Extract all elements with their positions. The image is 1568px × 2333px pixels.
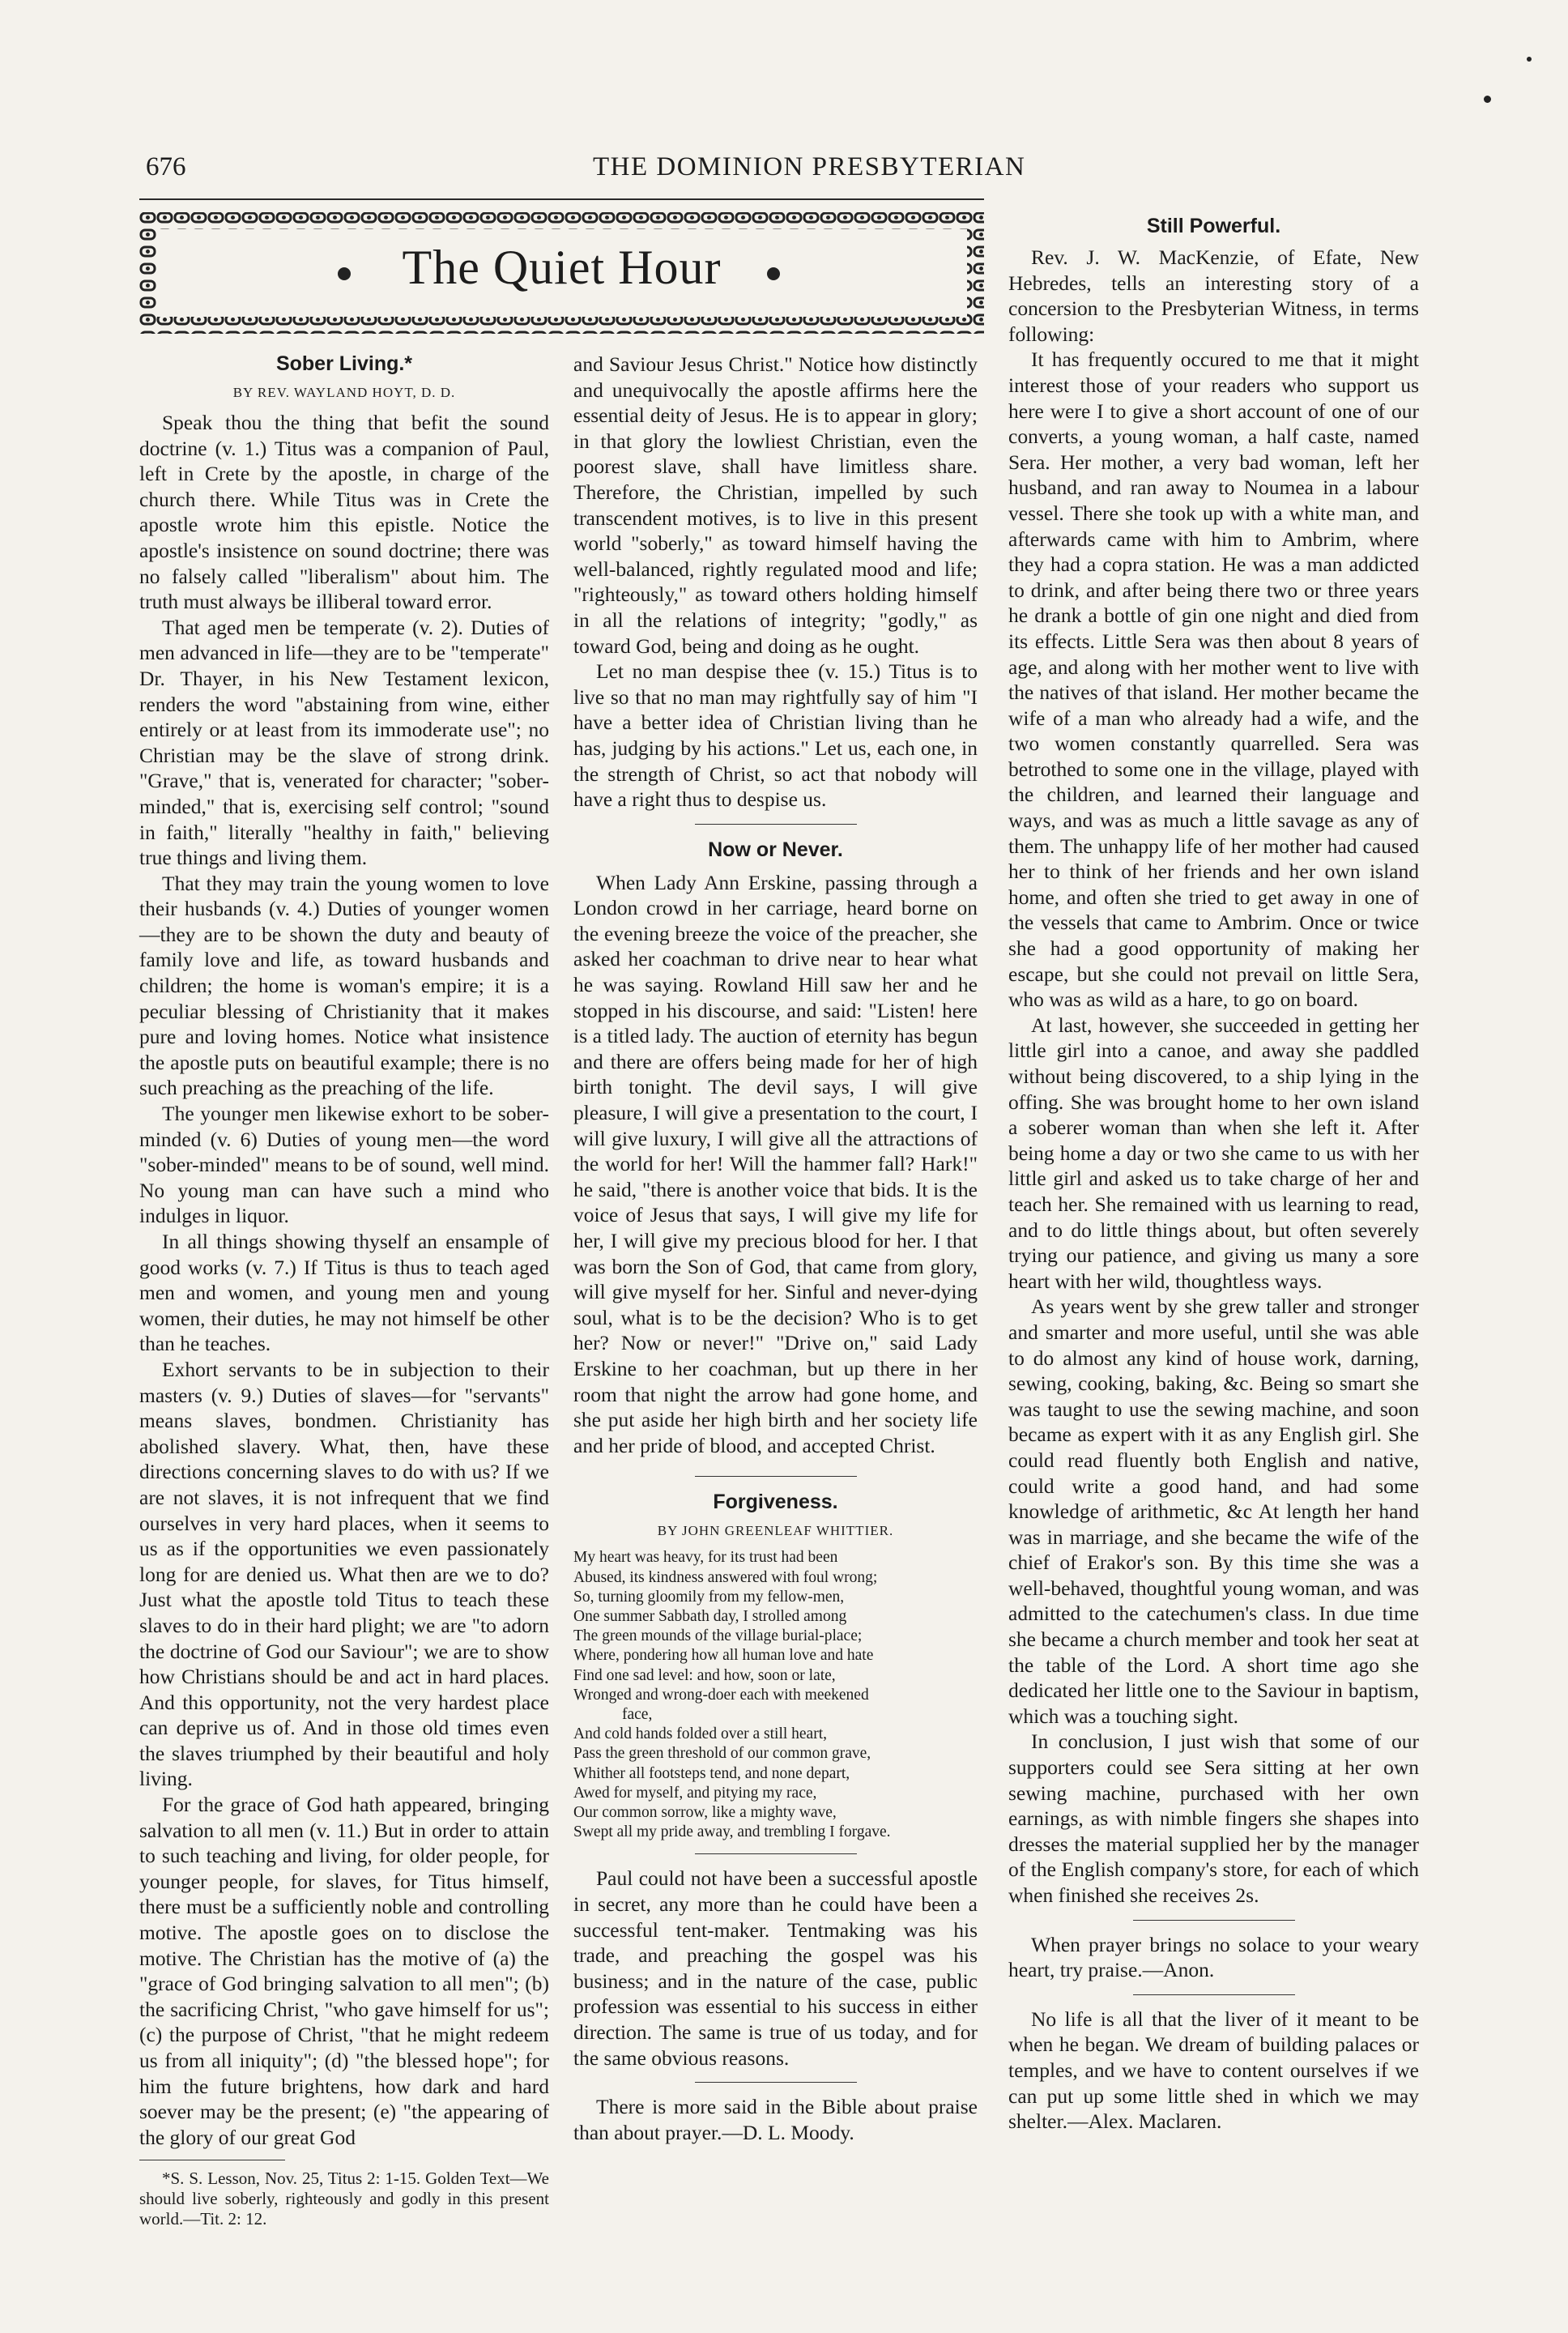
poem-line: And cold hands folded over a still heart,	[573, 1725, 827, 1743]
page-number: 676	[146, 152, 186, 181]
still-powerful-paragraph: As years went by she grew taller and stronger and smarter and more useful, until she was able to do almost any kind of house work, darning, sewing, cooking, baking, &c. Being so smart she was taught to use the sewing machine, and soon became as expert with it as any English girl. She could read fluently both English and native, could write a good hand, and had some knowledge of arithmetic, &c At length her hand was in marriage, and she became the wife of the chief of Erakor's son. By this time she was a well-behaved, thoughtful young woman, and was admitted to the catechumen's class. In due time she became a church member and took her seat at the table of the Lord. A short time ago she dedicated her little one to the Saviour in baptism, which was a touching sight.	[1008, 1294, 1419, 1728]
sober-living-continued: and Saviour Jesus Christ." Notice how distinctly and unequivocally the apostle affirms here the essential deity of Jesus. He is to appear in glory; in that glory the lowliest Christian, even the poorest slave, shall have limitless share. Therefore, the Christian, impelled by such transcendent motives, is to live in this present world "soberly," as toward himself having the well-balanced, rightly regulated mood and life; "righteously," as toward others holding himself in all the relations of integrity; "godly," as toward God, being and doing as he ought.	[573, 352, 978, 658]
sober-living-paragraph: That aged men be temperate (v. 2). Duties of men advanced in life—they are to be "temperate" Dr. Thayer, in his New Testament lexicon, renders the word "abstaining from wine, either entirely or at least from its immoderate use"; no Christian may be the slave of strong drink. "Grave," that is, venerated for character; "sober-minded," that is, exercising self control; "sound in faith," literally "healthy in faith," believing true things and living them.	[139, 615, 549, 870]
banner-title: The Quiet Hour	[402, 241, 722, 294]
section-divider	[695, 824, 857, 825]
column-left	[139, 350, 549, 2229]
section-divider	[1133, 1920, 1295, 1921]
lesson-footnote: *S. S. Lesson, Nov. 25, Titus 2: 1-15. Golden Text—We should live soberly, righteously and godly in this present world.—Tit. 2: 12.	[139, 2169, 549, 2229]
still-powerful-paragraph: At last, however, she succeeded in getting her little girl into a canoe, and away she paddled without being discovered, to a ship lying in the offing. She was brought home to her own island a soberer woman than when she left it. After being home a day or two she came to us with her little girl and asked us to take charge of her and teach her. She remained with us learning to read, and to do little things about, but often severely trying our patience, and giving us many a sore heart with her wild, thoughtless ways.	[1008, 1013, 1419, 1293]
scan-speck	[1527, 57, 1532, 62]
still-powerful-intro: Rev. J. W. MacKenzie, of Efate, New Hebredes, tells an interesting story of a concersion to the Presbyterian Witness, in terms following:	[1008, 245, 1419, 346]
poem-line: So, turning gloomily from my fellow-men,	[573, 1588, 845, 1606]
anon-quote: When prayer brings no solace to your weary heart, try praise.—Anon.	[1008, 1932, 1419, 1982]
section-divider	[695, 1853, 857, 1854]
still-powerful-paragraph: It has frequently occured to me that it might interest those of your readers who support us here were I to give a short account of one of our converts, a young woman, a half caste, named Sera. Her mother, a very bad woman, left her husband, and ran away to Noumea in a labour vessel. There she took up with a white man, and afterwards came with him to Ambrim, where they had a copra station. He was a man addicted to drink, and after being there two or three years he drank a bottle of gin one night and died from its effects. Little Sera was then about 8 years of age, and along with her mother went to live with the natives of that island. Her mother became the wife of a man who already had a wife, and the two women constantly quarrelled. Sera was betrothed to some one in the village, played with the children, and learned their language and ways, and was as much a little savage as any of them. The unhappy life of her mother had caused her to think of her friends and her own island home, and often she tried to get away in one of the vessels that came to Ambrim. Once or twice she had a good opportunity of making her escape, but she could not prevail on little Sera, who was as wild as a hare, to go on board.	[1008, 348, 1419, 1012]
section-divider	[695, 1476, 857, 1477]
poem-line: Our common sorrow, like a mighty wave,	[573, 1803, 837, 1821]
sober-living-paragraph: In all things showing thyself an ensample of good works (v. 7.) If Titus is thus to teach aged men and women, and young men and young women, their duties, he may not himself be other than he teaches.	[139, 1230, 549, 1356]
column-middle	[573, 352, 978, 2145]
sober-living-paragraph: For the grace of God hath appeared, bringing salvation to all men (v. 11.) But in order to attain to such teaching and living, for older people, for younger people, for slaves, for Titus himself, there must be a sufficiently noble and controlling motive. The apostle goes on to disclose the motive. The Christian has the motive of (a) the "grace of God bringing salvation to all men"; (b) the sacrificing Christ, "who gave himself for us"; (c) the purpose of Christ, "that he might redeem us from all iniquity"; (d) "the blessed hope"; for him the future brightens, how dark and hard soever may be the present; (e) "the appearing of the glory of our great God	[139, 1793, 549, 2149]
poem-line: Where, pondering how all human love and hate	[573, 1647, 874, 1665]
paul-paragraph: Paul could not have been a successful apostle in secret, any more than he could have been a successful tent-maker. Tentmaking was his trade, and preaching the gospel was his business; and in the nature of the case, public profession was essential to his success in either direction. The same is true of us today, and for the same obvious reasons.	[573, 1866, 978, 2070]
poem-line: Whither all footsteps tend, and none depart,	[573, 1764, 850, 1782]
section-divider	[1133, 1994, 1295, 1995]
column-right	[1008, 212, 1419, 2135]
poem-line: The green mounds of the village burial-place;	[573, 1627, 863, 1645]
sober-living-paragraph: The younger men likewise exhort to be sober-minded (v. 6) Duties of young men—the word "sober-minded" means to be of sound, well mind. No young man can have such a mind who indulges in liquor.	[139, 1102, 549, 1228]
still-powerful-paragraph: In conclusion, I just wish that some of our supporters could see Sera sitting at her own sewing machine, purchased with her own earnings, as with nimble fingers she shapes into dresses the material supplied her by the manager of the English company's store, for each of which when finished she receives 2s.	[1008, 1729, 1419, 1907]
sober-living-continued: Let no man despise thee (v. 15.) Titus is to live so that no man may rightfully say of him "I have a better idea of Christian living than he has, judging by his actions." Let us, each one, in the strength of Christ, so act that nobody will have a right thus to despise us.	[573, 659, 978, 812]
scan-speck	[1484, 96, 1491, 103]
sober-living-paragraph: Speak thou the thing that befit the sound doctrine (v. 1.) Titus was a companion of Paul, left in Crete by the apostle, in charge of the church there. While Titus was in Crete the apostle wrote him this epistle. Notice the apostle's insistence on sound doctrine; there was no falsely called "liberalism" about him. The truth must always be illiberal toward error.	[139, 411, 549, 614]
now-or-never-title: Now or Never.	[708, 838, 843, 861]
page-header	[0, 152, 1568, 193]
sober-living-byline: BY REV. WAYLAND HOYT, D. D.	[232, 385, 456, 400]
publication-title: THE DOMINION PRESBYTERIAN	[593, 152, 1026, 181]
poem-line: My heart was heavy, for its trust had been	[573, 1549, 838, 1567]
poem-line: Awed for myself, and pitying my race,	[573, 1784, 817, 1802]
sober-living-title: Sober Living.*	[275, 352, 413, 375]
poem-line: Wronged and wrong-doer each with meekened	[573, 1686, 869, 1704]
moody-quote: There is more said in the Bible about praise than about prayer.—D. L. Moody.	[573, 2095, 978, 2144]
still-powerful-title: Still Powerful.	[1146, 215, 1281, 237]
poem-line: Pass the green threshold of our common grave,	[573, 1745, 871, 1763]
poem-line: One summer Sabbath day, I strolled among	[573, 1607, 847, 1625]
header-rule	[139, 198, 984, 200]
poem-line: face,	[622, 1705, 653, 1723]
section-divider	[695, 2082, 857, 2083]
sober-living-paragraph: That they may train the young women to love their husbands (v. 4.) Duties of younger women—they are to be shown the duty and beauty of family love and life, as toward husbands and children; the home is woman's empire; it is a peculiar blessing of Christianity that it makes pure and loving homes. Notice what insistence the apostle puts on beautiful example; there is no such preaching as the preaching of the life.	[139, 871, 549, 1100]
forgiveness-title: Forgiveness.	[713, 1491, 838, 1514]
poem-line: Find one sad level: and how, soon or late,	[573, 1666, 836, 1684]
now-or-never-paragraph: When Lady Ann Erskine, passing through a London crowd in her carriage, heard borne on the evening breeze the voice of the preacher, she asked her coachman to drive near to hear what he was saying. Rowland Hill saw her and he stopped in his discourse, and said: "Listen! here is a titled lady. The auction of eternity has begun and there are offers being made for her of high birth tonight. The devil says, I will give pleasure, I will give a presentation to the court, I will give luxury, I will give all the attractions of the world for her! Will the hammer fall? Hark!" he said, "there is another voice that bids. It is the voice of Jesus that says, I will give my life for her, I will give my precious blood for her. I that was born the Son of God, that came from glory, will give myself for her. Sinful and never-dying soul, what is to be the decision? Who is to get her? Now or never!" "Drive on," said Lady Erskine to her coachman, but up there in her room that night the arrow had gone home, and she put aside her high birth and her society life and her pride of blood, and accepted Christ.	[573, 870, 978, 1457]
forgiveness-byline: BY JOHN GREENLEAF WHITTIER.	[657, 1523, 894, 1539]
poem-line: Abused, its kindness answered with foul wrong;	[573, 1568, 878, 1586]
maclaren-quote: No life is all that the liver of it meant to be when he began. We dream of building palaces or temples, and we have to content ourselves if we can put up some little shed in which we may shelter.—Alex. Maclaren.	[1008, 2007, 1419, 2134]
sober-living-paragraph: Exhort servants to be in subjection to their masters (v. 9.) Duties of slaves—for "servants" means slaves, bondmen. Christianity has abolished slavery. What, then, have these directions concerning slaves to do with us? If we are not slaves, it is not infrequent that we find ourselves in very hard places, when it seems to us as if the opportunities we even passionately long for are denied us. What then are we to do? Just what the apostle told Titus to teach these slaves to do in their hard plight; we are "to adorn the doctrine of God our Saviour"; we are to show how Christians should be and act in hard places. And this opportunity, not the very hardest place can deprive us of. And in those old times even the slaves triumphed by their beautiful and holy living.	[139, 1357, 549, 1791]
poem-line: Swept all my pride away, and trembling I forgave.	[573, 1823, 891, 1841]
forgiveness-poem	[573, 1548, 978, 1842]
quiet-hour-banner	[139, 209, 984, 337]
